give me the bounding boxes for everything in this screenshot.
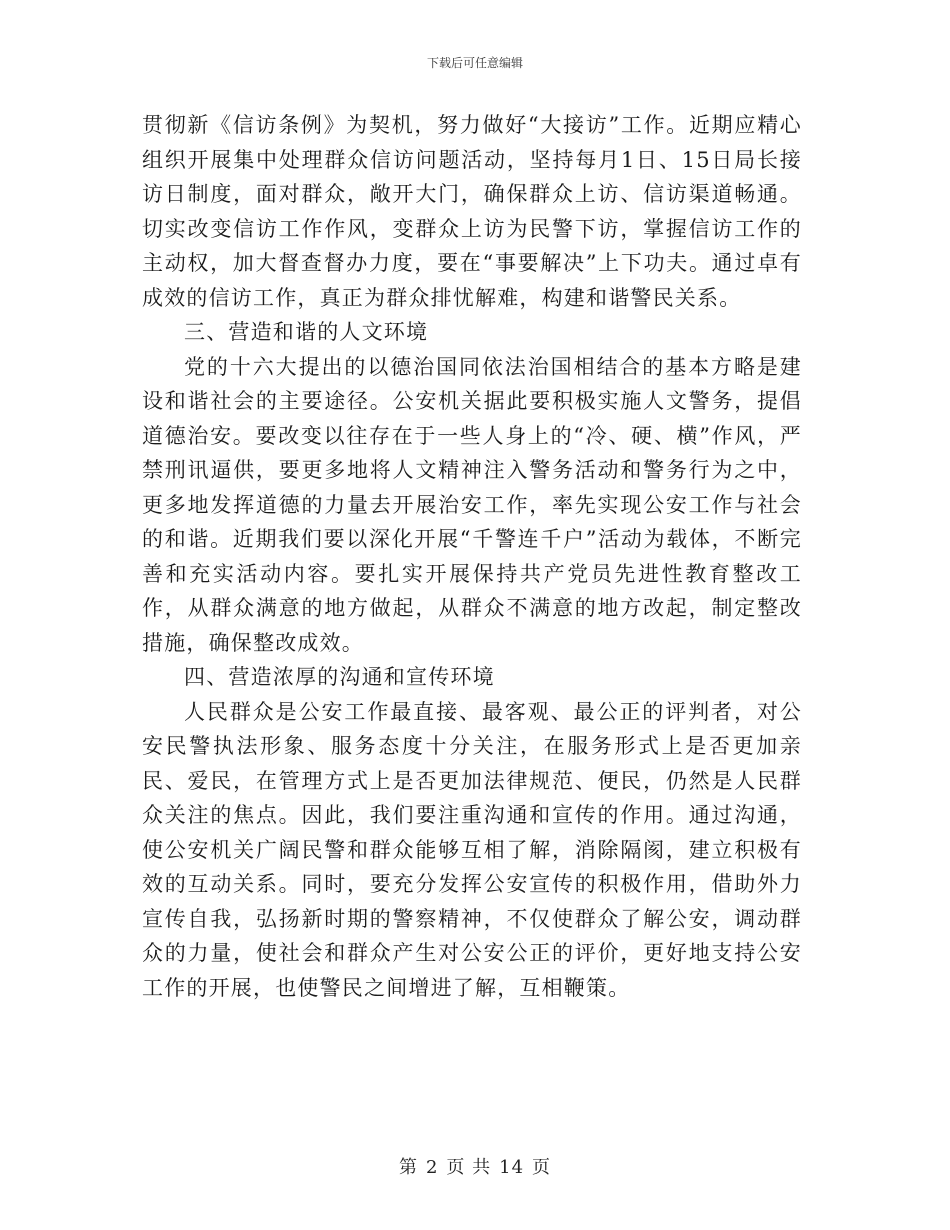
page-footer [0, 1153, 950, 1179]
document-body [142, 108, 802, 1005]
paragraph-letters-visits: 贯彻新《信访条例》为契机，努力做好“大接访”工作。近期应精心组织开展集中处理群众信访问题活动，坚持每月1日、15日局长接访日制度，面对群众，敞开大门，确保群众上访、信访渠道畅通。切实改变信访工作作风，变群众上访为民警下访，掌握信访工作的主动权，加大督查督办力度，要在“事要解决”上下功夫。通过卓有成效的信访工作，真正为群众排忧解难，构建和谐警民关系。 [142, 113, 802, 310]
footer-mid: 页 共 [446, 1157, 492, 1178]
paragraph-humanistic-environment: 党的十六大提出的以德治国同依法治国相结合的基本方略是建设和谐社会的主要途径。公安机关据此要积极实施人文警务，提倡道德治安。要改变以往存在于一些人身上的“冷、硬、横”作风，严禁刑讯逼供，要更多地将人文精神注入警务活动和警务行为之中，更多地发挥道德的力量去开展治安工作，率先实现公安工作与社会的和谐。近期我们要以深化开展“千警连千户”活动为载体，不断完善和充实活动内容。要扎实开展保持共产党员先进性教育整改工作，从群众满意的地方做起，从群众不满意的地方改起，制定整改措施，确保整改成效。 [142, 354, 802, 655]
footer-suffix: 页 [532, 1157, 552, 1178]
footer-total-pages: 14 [499, 1157, 525, 1178]
paragraph-communication-environment: 人民群众是公安工作最直接、最客观、最公正的评判者，对公安民警执法形象、服务态度十分关注，在服务形式上是否更加亲民、爱民，在管理方式上是否更加法律规范、便民，仍然是人民群众关注的焦点。因此，我们要注重沟通和宣传的作用。通过沟通，使公安机关广阔民警和群众能够互相了解，消除隔阂，建立积极有效的互动关系。同时，要充分发挥公安宣传的积极作用，借助外力宣传自我，弘扬新时期的警察精神，不仅使群众了解公安，调动群众的力量，使社会和群众产生对公安公正的评价，更好地支持公安工作的开展，也使警民之间增进了解，互相鞭策。 [142, 699, 802, 1000]
footer-page-number: 2 [425, 1157, 439, 1178]
section-heading-humanistic-environment: 三、营造和谐的人文环境 [184, 320, 429, 344]
page-header: 下载后可任意编辑 [426, 56, 523, 70]
section-heading-communication-environment: 四、营造浓厚的沟通和宣传环境 [184, 665, 495, 689]
footer-prefix: 第 [398, 1157, 418, 1178]
